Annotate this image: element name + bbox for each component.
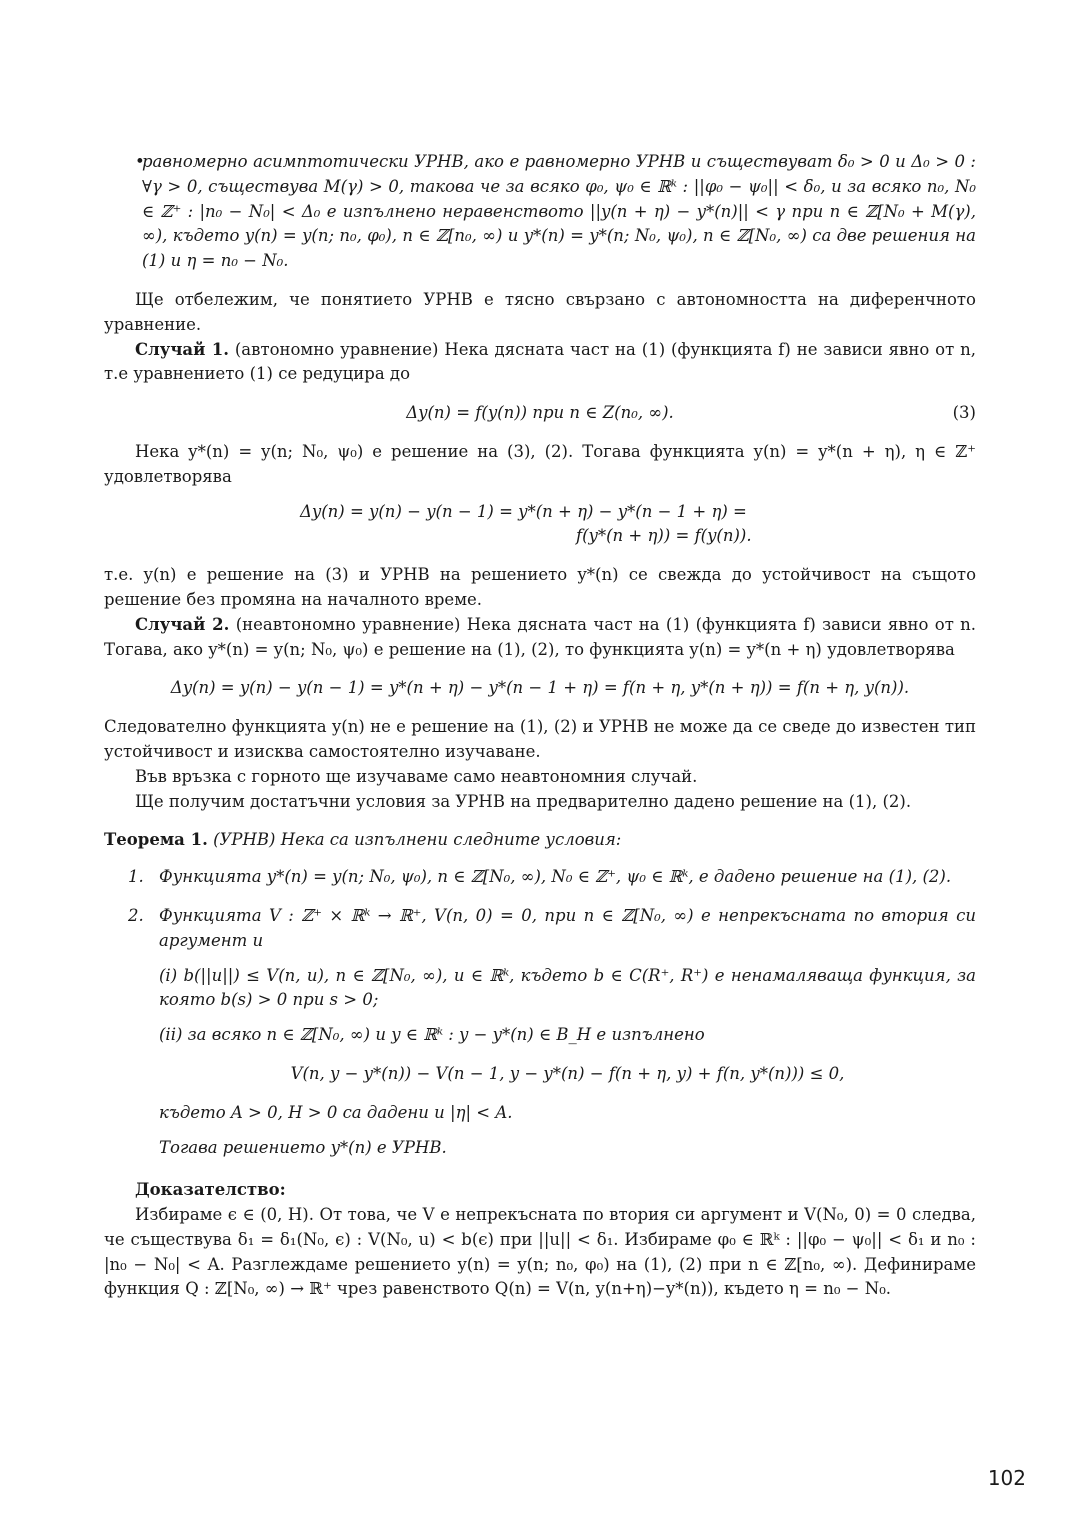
condition-number: 1. xyxy=(128,867,144,887)
condition-sub-ii: (ii) за всяко n ∈ ℤ[N₀, ∞) и y ∈ ℝᵏ : y − y*(n) ∈ B_H е изпълнено xyxy=(159,1025,705,1045)
equation-3-number: (3) xyxy=(952,403,976,423)
equation-line-2: f(y*(n + η)) = f(y(n)). xyxy=(576,526,752,546)
case1-text: (автономно уравнение) Нека дясната част на (1) (функцията f) не зависи явно от n, т.е уравнението (1) се редуцира до xyxy=(104,339,977,384)
equation-case1-derivation xyxy=(104,500,976,550)
equation-case2: Δy(n) = y(n) − y(n − 1) = y*(n + η) − y*(n − 1 + η) = f(n + η, y*(n + η)) = f(n + η, y(n)). xyxy=(170,678,910,698)
case1-paragraph xyxy=(104,338,976,388)
condition-text: Функцията y*(n) = y(n; N₀, ψ₀), n ∈ ℤ[N₀, ∞), N₀ ∈ ℤ⁺, ψ₀ ∈ ℝᵏ, е дадено решение на (1), (2). xyxy=(159,867,952,887)
condition-sub-i: (i) b(||u||) ≤ V(n, u), n ∈ ℤ[N₀, ∞), u ∈ ℝᵏ, където b ∈ C(R⁺, R⁺) е ненамаляваща функция, за която b(s) > 0 при s > 0; xyxy=(159,965,976,1010)
page-content xyxy=(104,150,976,1302)
case1-paragraph-3: т.е. y(n) е решение на (3) и УРНВ на решението y*(n) се свежда до устойчивост на същото решение без промяна на началното време. xyxy=(104,565,976,609)
case2-paragraph-3: Във връзка с горното ще изучаваме само неавтономния случай. xyxy=(135,766,698,786)
bullet-text: равномерно асимптотически УРНВ, ако е равномерно УРНВ и съществуват δ₀ > 0 и Δ₀ > 0 : ∀γ > 0, съществува M(γ) > 0, такова че за всяко φ₀, ψ₀ ∈ ℝᵏ : ||φ₀ − ψ₀|| < δ₀, и за всяко n₀, N₀ ∈ ℤ⁺ : |n₀ − N₀| < Δ₀ е изпълнено неравенството ||y(n + η) − y*(n)|| < γ при n ∈ ℤ[N₀ + M(γ), ∞), където y(n) = y(n; n₀, φ₀), n ∈ ℤ[n₀, ∞) и y*(n) = y*(n; N₀, ψ₀), n ∈ ℤ[N₀, ∞) са две решения на (1) и η = n₀ − N₀. xyxy=(142,152,976,271)
proof-text: Избираме ϵ ∈ (0, H). От това, че V е непрекъсната по втория си аргумент и V(N₀, 0) = 0 следва, че съществува δ₁ = δ₁(N₀, ϵ) : V(N₀, u) < b(ϵ) при ||u|| < δ₁. Избираме φ₀ ∈ ℝᵏ : ||φ₀ − ψ₀|| < δ₁ и n₀ : |n₀ − N₀| < A. Разглеждаме решението y(n) = y(n; n₀, φ₀) на (1), (2) при n ∈ ℤ[n₀, ∞). Дефинираме функция Q : ℤ[N₀, ∞) → ℝ⁺ чрез равенството Q(n) = V(n, y(n+η)−y*(n)), където η = n₀ − N₀. xyxy=(104,1205,976,1299)
page-number: 102 xyxy=(987,1466,1026,1490)
equation-3-body: Δy(n) = f(y(n)) при n ∈ Z(n₀, ∞). xyxy=(406,403,674,423)
condition-number: 2. xyxy=(128,905,144,925)
case2-paragraph-2: Следователно функцията y(n) не е решение на (1), (2) и УРНВ не може да се сведе до известен тип устойчивост и изисква самостоятелно изучаване. xyxy=(104,717,976,761)
case1-title: Случай 1. xyxy=(135,339,229,359)
equation-line-1: Δy(n) = y(n) − y(n − 1) = y*(n + η) − y*(n − 1 + η) = xyxy=(300,501,747,521)
condition-item xyxy=(128,904,976,1160)
proof-title: Доказателство: xyxy=(135,1180,286,1200)
condition-item xyxy=(128,865,976,890)
case2-text: (неавтономно уравнение) Нека дясната част на (1) (функцията f) зависи явно от n. Тогава, ако y*(n) = y(n; N₀, ψ₀) е решение на (1), (2), то функцията y(n) = y*(n + η) удовлетворява xyxy=(104,614,977,659)
theorem-title: Теорема 1. xyxy=(104,830,208,850)
theorem-conclusion: Тогава решението y*(n) е УРНВ. xyxy=(159,1137,447,1157)
theorem-conditions xyxy=(104,865,976,1160)
case2-title: Случай 2. xyxy=(135,614,230,634)
condition-inequality: V(n, y − y*(n)) − V(n − 1, y − y*(n) − f(n + η, y) + f(n, y*(n))) ≤ 0, xyxy=(290,1063,845,1083)
case1-paragraph-2: Нека y*(n) = y(n; N₀, ψ₀) е решение на (3), (2). Тогава функцията y(n) = y*(n + η), η ∈ ℤ⁺ удовлетворява xyxy=(104,441,976,486)
case2-paragraph-4: Ще получим достатъчни условия за УРНВ на предварително дадено решение на (1), (2). xyxy=(135,791,912,811)
bullet-marker: • xyxy=(135,152,145,171)
paragraph-autonomy: Ще отбележим, че понятието УРНВ е тясно свързано с автономността на диференчното уравнение. xyxy=(104,289,976,334)
case2-paragraph xyxy=(104,613,976,663)
theorem-heading xyxy=(104,828,976,853)
condition-text: Функцията V : ℤ⁺ × ℝᵏ → ℝ⁺, V(n, 0) = 0, при n ∈ ℤ[N₀, ∞) е непрекъсната по втория си аргумент и xyxy=(159,905,976,950)
bullet-item xyxy=(104,150,976,274)
theorem-intro: (УРНВ) Нека са изпълнени следните условия: xyxy=(213,830,622,850)
condition-after: където A > 0, H > 0 са дадени и |η| < A. xyxy=(159,1102,513,1122)
equation-3 xyxy=(104,401,976,426)
